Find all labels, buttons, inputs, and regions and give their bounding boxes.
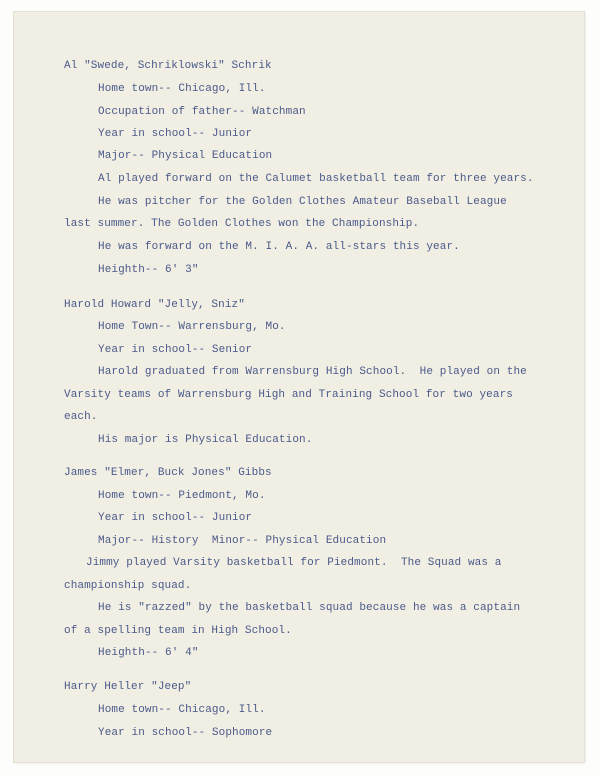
entry-line: Year in school-- Senior — [98, 344, 253, 356]
entry-line: Al played forward on the Calumet basketball team for three years. — [98, 173, 534, 185]
entry-line: Year in school-- Sophomore — [98, 727, 273, 739]
entry-line: Harold graduated from Warrensburg High School. He played on the — [98, 366, 527, 378]
entry-line: Heighth-- 6' 3" — [98, 264, 199, 276]
entry-line: Heighth-- 6' 4" — [98, 647, 199, 659]
entry-line: Major-- Physical Education — [98, 150, 273, 162]
entry-line: Year in school-- Junior — [98, 512, 253, 524]
entry-line: Year in school-- Junior — [98, 128, 253, 140]
entry-line: championship squad. — [64, 580, 192, 592]
entry-line: His major is Physical Education. — [98, 434, 313, 446]
entry-line: of a spelling team in High School. — [64, 625, 292, 637]
entry-line: Home town-- Chicago, Ill. — [98, 704, 266, 716]
entry-line: Occupation of father-- Watchman — [98, 106, 306, 118]
entry-name: James "Elmer, Buck Jones" Gibbs — [64, 467, 272, 479]
entry-line: Jimmy played Varsity basketball for Piedmont. The Squad was a — [86, 557, 502, 569]
entry-name: Al "Swede, Schriklowski" Schrik — [64, 60, 272, 72]
entry-line: Home Town-- Warrensburg, Mo. — [98, 321, 286, 333]
entry-line: Major-- History Minor-- Physical Education — [98, 535, 387, 547]
entry-line: Home town-- Piedmont, Mo. — [98, 490, 266, 502]
entry-line: He was forward on the M. I. A. A. all-stars this year. — [98, 241, 460, 253]
entry-line: Varsity teams of Warrensburg High and Training School for two years — [64, 389, 513, 401]
entry-line: each. — [64, 411, 98, 423]
entry-name: Harold Howard "Jelly, Sniz" — [64, 299, 245, 311]
entry-line: He was pitcher for the Golden Clothes Amateur Baseball League — [98, 196, 507, 208]
entry-line: last summer. The Golden Clothes won the Championship. — [64, 218, 420, 230]
entry-line: Home town-- Chicago, Ill. — [98, 83, 266, 95]
entry-name: Harry Heller "Jeep" — [64, 681, 192, 693]
entry-line: He is "razzed" by the basketball squad because he was a captain — [98, 602, 521, 614]
